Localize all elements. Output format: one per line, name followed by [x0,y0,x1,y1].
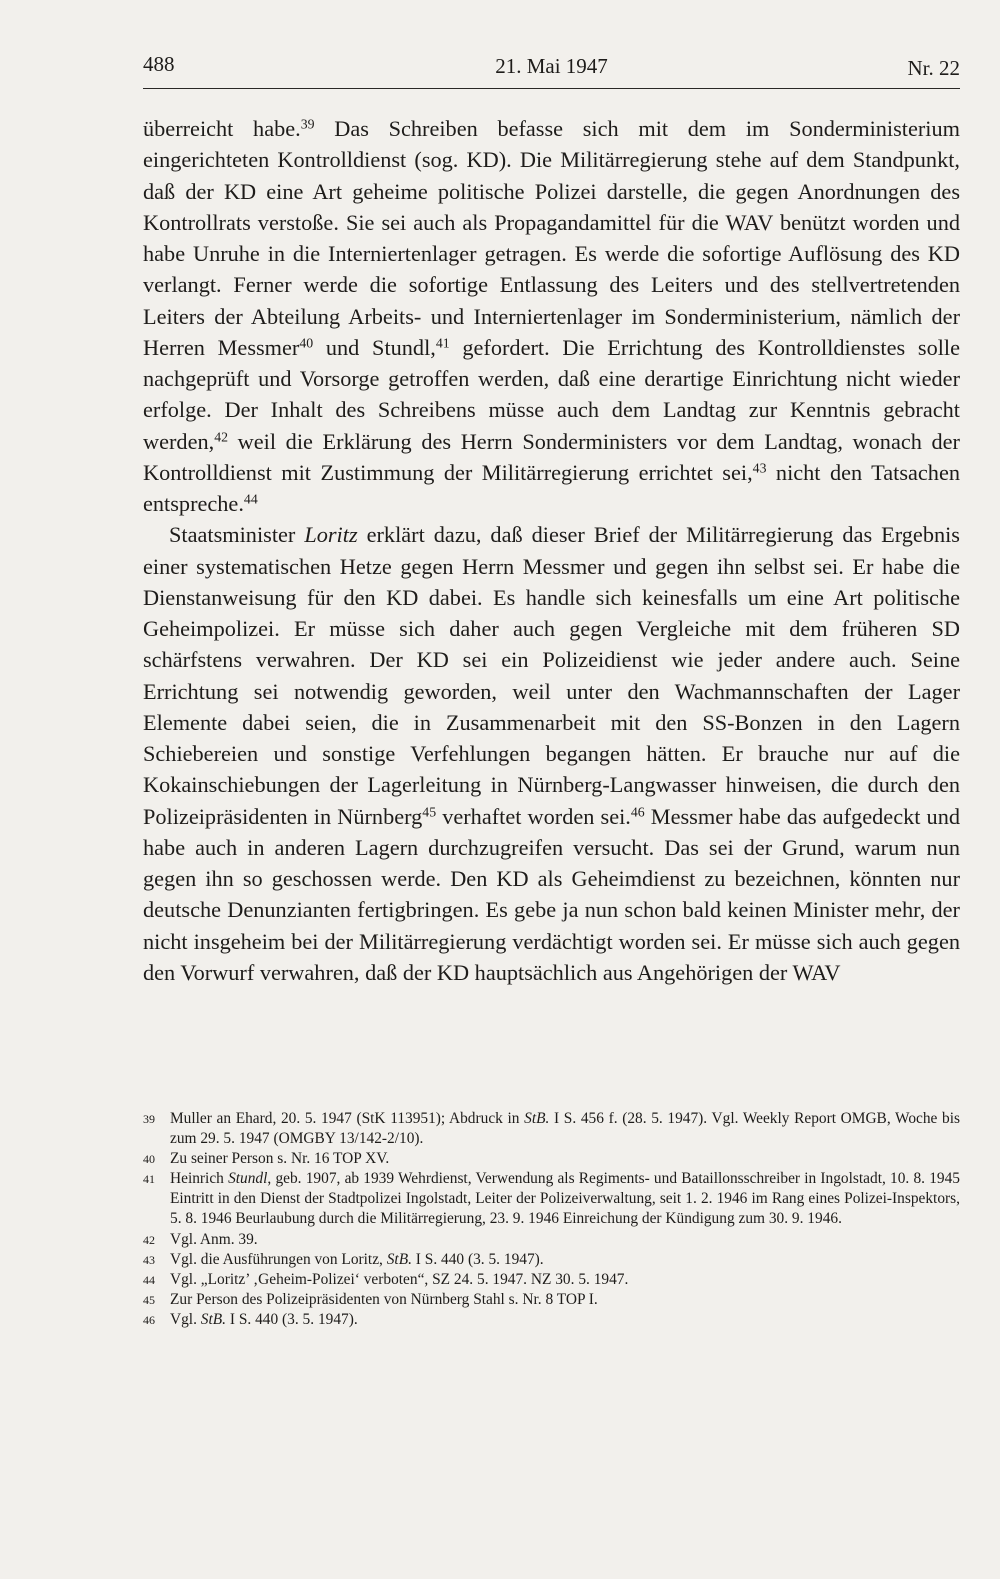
footnote: 39 Muller an Ehard, 20. 5. 1947 (StK 113951); Abdruck in StB. I S. 456 f. (28. 5. 1947). Vgl. Weekly Report OMGB, Woche bis zum 29. 5. 1947 (OMGBY 13/142-2/10). [143,1110,960,1148]
paragraph: Staatsminister Loritz erklärt dazu, daß dieser Brief der Militärregierung das Ergebnis einer systematischen Hetze gegen Herrn Messmer und gegen ihn selbst sei. Er habe die Dienstanweisung für den KD dabei. Es handle sich keinesfalls um eine Art politische Geheimpolizei. Er müsse sich daher auch gegen Vergleiche mit dem früheren SD schärfstens verwahren. Der KD sei ein Polizeidienst wie jeder andere auch. Seine Errichtung sei notwendig geworden, weil unter den Wachmannschaften der Lager Elemente dabei seien, die in Zusammenarbeit mit den SS-Bonzen in den Lagern Schiebereien und sonstige Verfehlungen begangen hätten. Er brauche nur auf die Kokainschiebungen der Lagerleitung in Nürnberg-Langwasser hinweisen, die durch den Polizeipräsidenten in Nürnberg$^{45}$ verhaftet worden sei.$^{46}$ Messmer habe das aufgedeckt und habe auch in anderen Lagern durchzugreifen versucht. Das sei der Grund, warum nun gegen ihn so geschossen werde. Den KD als Geheimdienst zu bezeichnen, könnten nur deutsche Denunzianten fertigbringen. Es gebe ja nun schon bald keinen Minister mehr, der nicht insgeheim bei der Militärregierung verdächtigt worden sei. Er müsse sich auch gegen den Vorwurf verwahren, daß der KD hauptsächlich aus Angehörigen der WAV [143,522,960,985]
footnote: 41 Heinrich Stundl, geb. 1907, ab 1939 Wehrdienst, Verwendung als Regiments- und Bataillonsschreiber in Ingolstadt, 10. 8. 1945 Eintritt in den Dienst der Stadtpolizei Ingolstadt, Leiter der Polizeiverwaltung, seit 1. 2. 1946 im Rang eines Polizei-Inspektors, 5. 8. 1946 Beurlaubung durch die Militärregierung, 23. 9. 1946 Einreichung der Kündigung zum 30. 9. 1946. [143,1170,960,1228]
document-number: Nr. 22 [907,56,960,80]
footnote-ref: 45 [422,803,437,819]
footnote-ref: 42 [214,428,229,444]
footnote: 42 Vgl. Anm. 39. [143,1230,960,1250]
footnote: 40 Zu seiner Person s. Nr. 16 TOP XV. [143,1149,960,1169]
footnote-number: 41 [143,1172,155,1187]
footnotes [143,1109,960,1330]
footnote-ref: 41 [435,335,450,351]
footnote-number: 40 [143,1152,155,1167]
footnote-number: 44 [143,1272,155,1287]
footnote: 43 Vgl. die Ausführungen von Loritz, StB. I S. 440 (3. 5. 1947). [143,1250,960,1270]
footnote-ref: 43 [752,460,767,476]
footnote-ref: 40 [299,335,314,351]
footnote-number: 46 [143,1312,155,1327]
footnote-number: 45 [143,1292,155,1307]
speaker-name: Loritz [304,522,358,548]
paragraph: überreicht habe.$^{39}$ Das Schreiben befasse sich mit dem im Sonderministerium eingerichteten Kontrolldienst (sog. KD). Die Militärregierung stehe auf dem Standpunkt, daß der KD eine Art geheime politische Polizei darstelle, die gegen Anordnungen des Kontrollrats verstoße. Sie sei auch als Propagandamittel für die WAV benützt worden und habe Unruhe in die Interniertenlager getragen. Es werde die sofortige Auflösung des KD verlangt. Ferner werde die sofortige Entlassung des Leiters und des stellvertretenden Leiters der Abteilung Arbeits- und Interniertenlager im Sonderministerium, nämlich der Herren Messmer$^{40}$ und Stundl,$^{41}$ gefordert. Die Errichtung des Kontrolldienstes solle nachgeprüft und Vorsorge getroffen werden, daß eine derartige Einrichtung nicht wieder erfolge. Der Inhalt des Schreibens müsse auch dem Landtag zur Kenntnis gebracht werden,$^{42}$ weil die Erklärung des Herrn Sonderministers vor dem Landtag, wonach der Kontrolldienst mit Zustimmung der Militärregierung errichtet sei,$^{43}$ nicht den Tatsachen entspreche.$^{44}$ [143,116,961,516]
header-date: 21. Mai 1947 [495,54,608,78]
footnote-number: 39 [143,1112,155,1126]
footnote: 44 Vgl. „Loritz’ ‚Geheim-Polizei‘ verboten“, SZ 24. 5. 1947. NZ 30. 5. 1947. [143,1270,960,1290]
footnote-ref: 39 [300,116,315,132]
footnote: 46 Vgl. StB. I S. 440 (3. 5. 1947). [143,1310,960,1330]
footnote-ref: 44 [243,491,258,507]
page-number: 488 [143,52,175,76]
running-header [143,52,960,86]
footnote: 45 Zur Person des Polizeipräsidenten von Nürnberg Stahl s. Nr. 8 TOP I. [143,1290,960,1310]
header-rule [143,88,960,89]
body-text [143,113,960,988]
footnote-ref: 46 [630,803,645,819]
footnote-number: 42 [143,1232,155,1247]
footnote-number: 43 [143,1252,155,1267]
